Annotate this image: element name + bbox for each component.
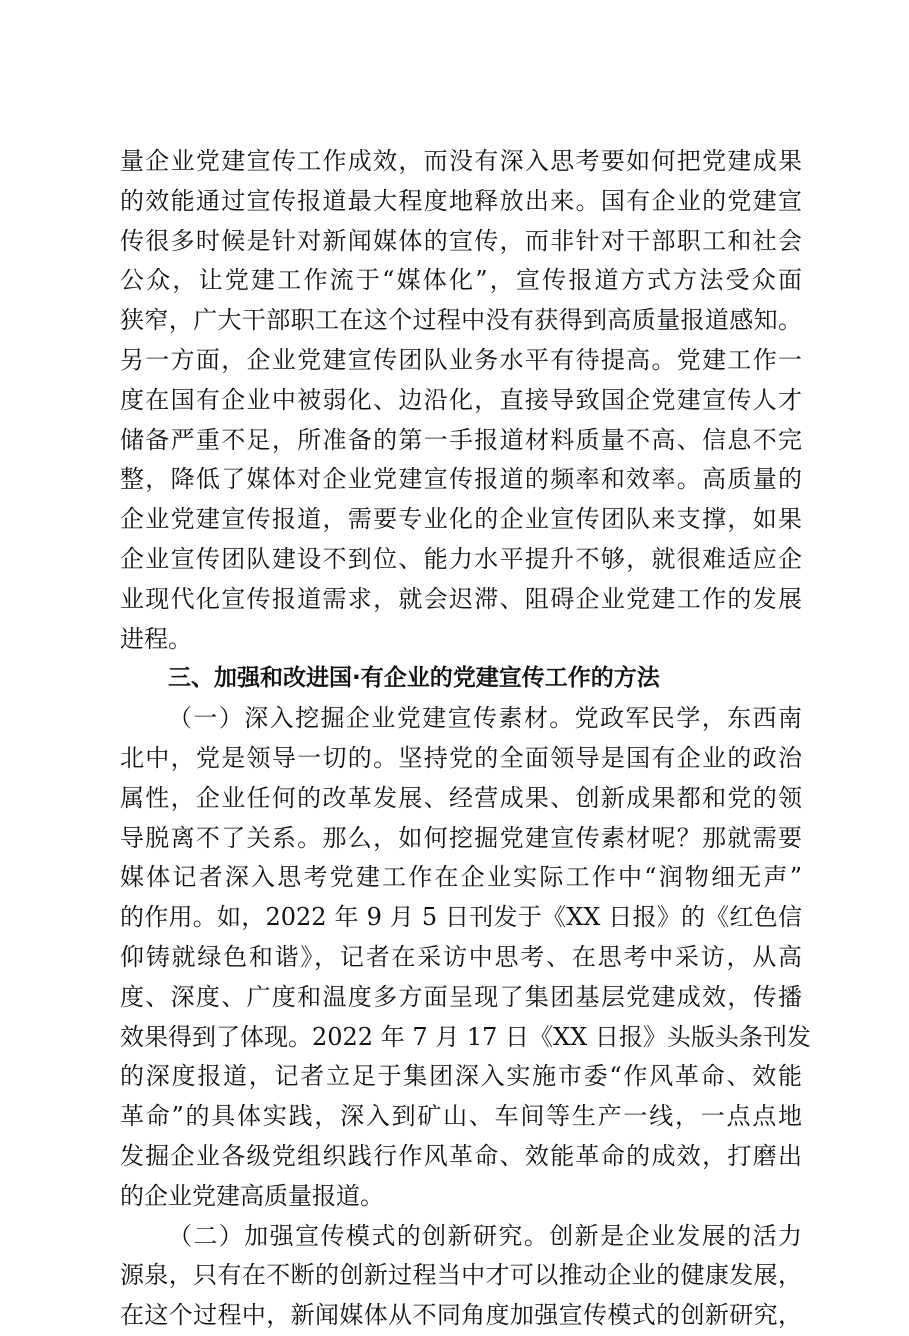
- text-line: 公众，让党建工作流于“媒体化”，宣传报道方式方法受众面: [120, 266, 802, 295]
- text-line: 的作用。如，2022 年 9 月 5 日刊发于《XX 日报》的《红色信: [120, 903, 802, 932]
- section-heading: 三、加强和改进国·有企业的党建宣传工作的方法: [168, 665, 660, 692]
- text-line: 狭窄，广大干部职工在这个过程中没有获得到高质量报道感知。: [120, 306, 802, 335]
- text-line: 发掘企业各级党组织践行作风革命、效能革命的成效，打磨出: [120, 1141, 802, 1170]
- text-line: 属性，企业任何的改革发展、经营成果、创新成果都和党的领: [120, 783, 802, 812]
- text-line: 企业党建宣传报道，需要专业化的企业宣传团队来支撑，如果: [120, 505, 802, 534]
- text-line: 储备严重不足，所准备的第一手报道材料质量不高、信息不完: [120, 425, 802, 454]
- paragraph-first-line: （一）深入挖掘企业党建宣传素材。党政军民学，东西南: [168, 704, 802, 733]
- text-line: 的企业党建高质量报道。: [120, 1181, 384, 1210]
- text-line: 导脱离不了关系。那么，如何挖掘党建宣传素材呢？那就需要: [120, 823, 802, 852]
- text-line: 源泉，只有在不断的创新过程当中才可以推动企业的健康发展，: [120, 1261, 802, 1290]
- text-line: 媒体记者深入思考党建工作在企业实际工作中“润物细无声”: [120, 863, 802, 892]
- text-line: 在这个过程中，新闻媒体从不同角度加强宣传模式的创新研究，: [120, 1301, 802, 1330]
- text-line: 企业宣传团队建设不到位、能力水平提升不够，就很难适应企: [120, 544, 802, 573]
- text-line: 仰铸就绿色和谐》，记者在采访中思考、在思考中采访，从高: [120, 942, 802, 971]
- text-line: 的深度报道，记者立足于集团深入实施市委“作风革命、效能: [120, 1062, 802, 1091]
- text-line: 传很多时候是针对新闻媒体的宣传，而非针对干部职工和社会: [120, 226, 802, 255]
- text-line: 整，降低了媒体对企业党建宣传报道的频率和效率。高质量的: [120, 465, 802, 494]
- text-line: 进程。: [120, 624, 192, 653]
- document-body: [120, 142, 811, 1336]
- paragraph-first-line: （二）加强宣传模式的创新研究。创新是企业发展的活力: [168, 1221, 802, 1250]
- text-line: 度、深度、广度和温度多方面呈现了集团基层党建成效，传播: [120, 982, 802, 1011]
- text-line: 效果得到了体现。2022 年 7 月 17 日《XX 日报》头版头条刊发: [120, 1022, 811, 1051]
- text-line: 量企业党建宣传工作成效，而没有深入思考要如何把党建成果: [120, 147, 802, 175]
- text-line: 度在国有企业中被弱化、边沿化，直接导致国企党建宣传人才: [120, 385, 802, 414]
- text-line: 业现代化宣传报道需求，就会迟滞、阻碍企业党建工作的发展: [120, 584, 802, 613]
- text-line: 革命”的具体实践，深入到矿山、车间等生产一线，一点点地: [120, 1102, 802, 1131]
- text-line: 北中，党是领导一切的。坚持党的全面领导是国有企业的政治: [120, 743, 802, 772]
- text-line: 另一方面，企业党建宣传团队业务水平有待提高。党建工作一: [120, 345, 802, 374]
- text-line: 的效能通过宣传报道最大程度地释放出来。国有企业的党建宣: [120, 186, 802, 215]
